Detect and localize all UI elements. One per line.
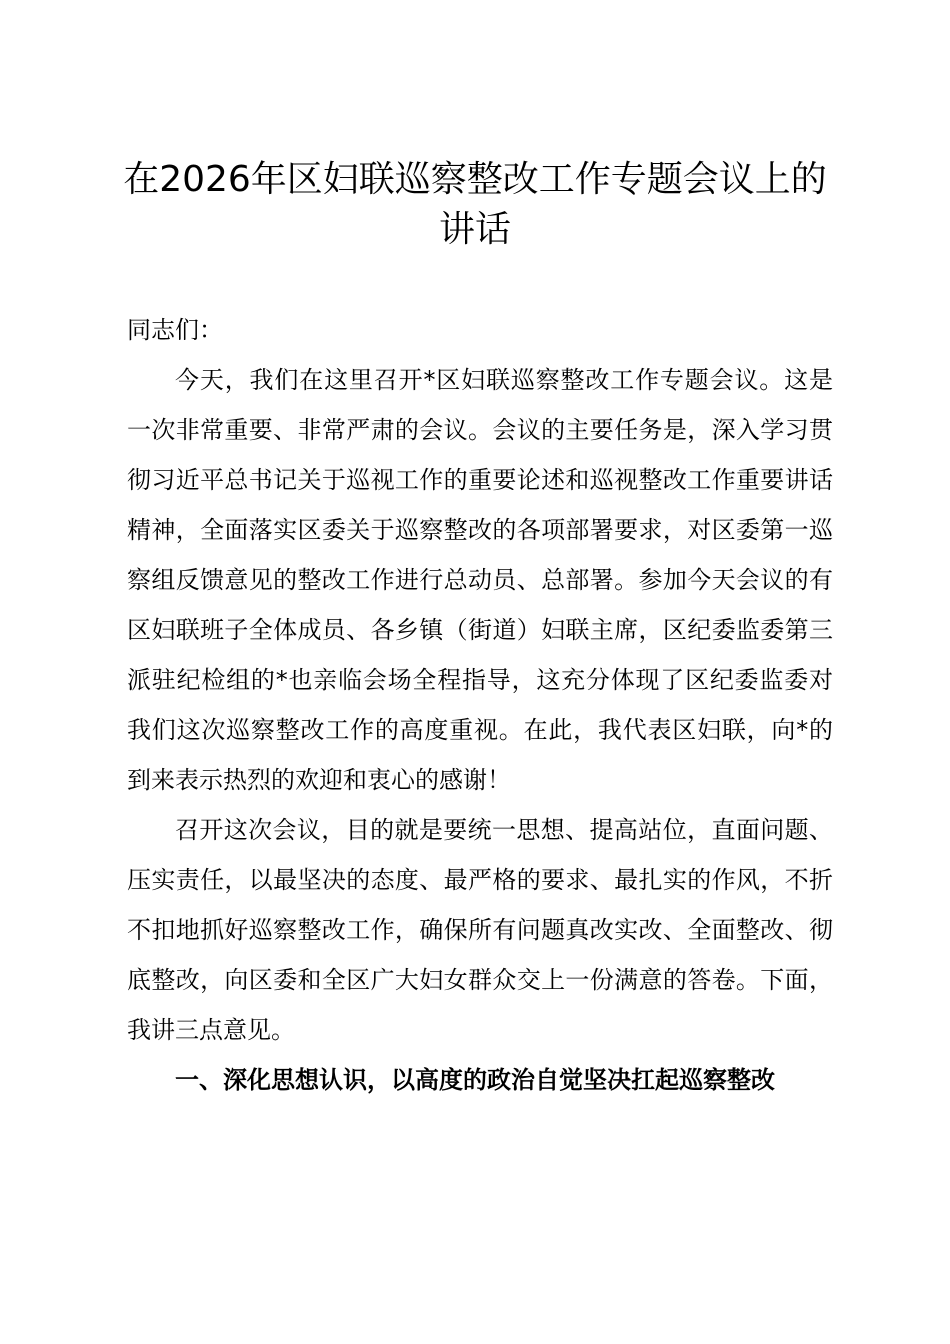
paragraph-purpose: 召开这次会议，目的就是要统一思想、提高站位，直面问题、压实责任，以最坚决的态度、最严格的要求、最扎实的作风，不折不扣地抓好巡察整改工作，确保所有问题真改实改、全面整改、彻底整改，向区委和全区广大妇女群众交上一份满意的答卷。下面，我讲三点意见。	[127, 816, 833, 1044]
salutation: 同志们：	[127, 316, 223, 344]
paragraph-opening: 今天，我们在这里召开*区妇联巡察整改工作专题会议。这是一次非常重要、非常严肃的会议。会议的主要任务是，深入学习贯彻习近平总书记关于巡视工作的重要论述和巡视整改工作重要讲话精神，全面落实区委关于巡察整改的各项部署要求，对区委第一巡察组反馈意见的整改工作进行总动员、总部署。参加今天会议的有区妇联班子全体成员、各乡镇（街道）妇联主席，区纪委监委第三派驻纪检组的*也亲临会场全程指导，这充分体现了区纪委监委对我们这次巡察整改工作的高度重视。在此，我代表区妇联，向*的到来表示热烈的欢迎和衷心的感谢！	[127, 366, 833, 794]
section-heading: 一、深化思想认识，以高度的政治自觉坚决扛起巡察整改	[175, 1065, 775, 1094]
document-body	[127, 305, 833, 1105]
document-title: 在2026年区妇联巡察整改工作专题会议上的讲话	[123, 159, 827, 250]
